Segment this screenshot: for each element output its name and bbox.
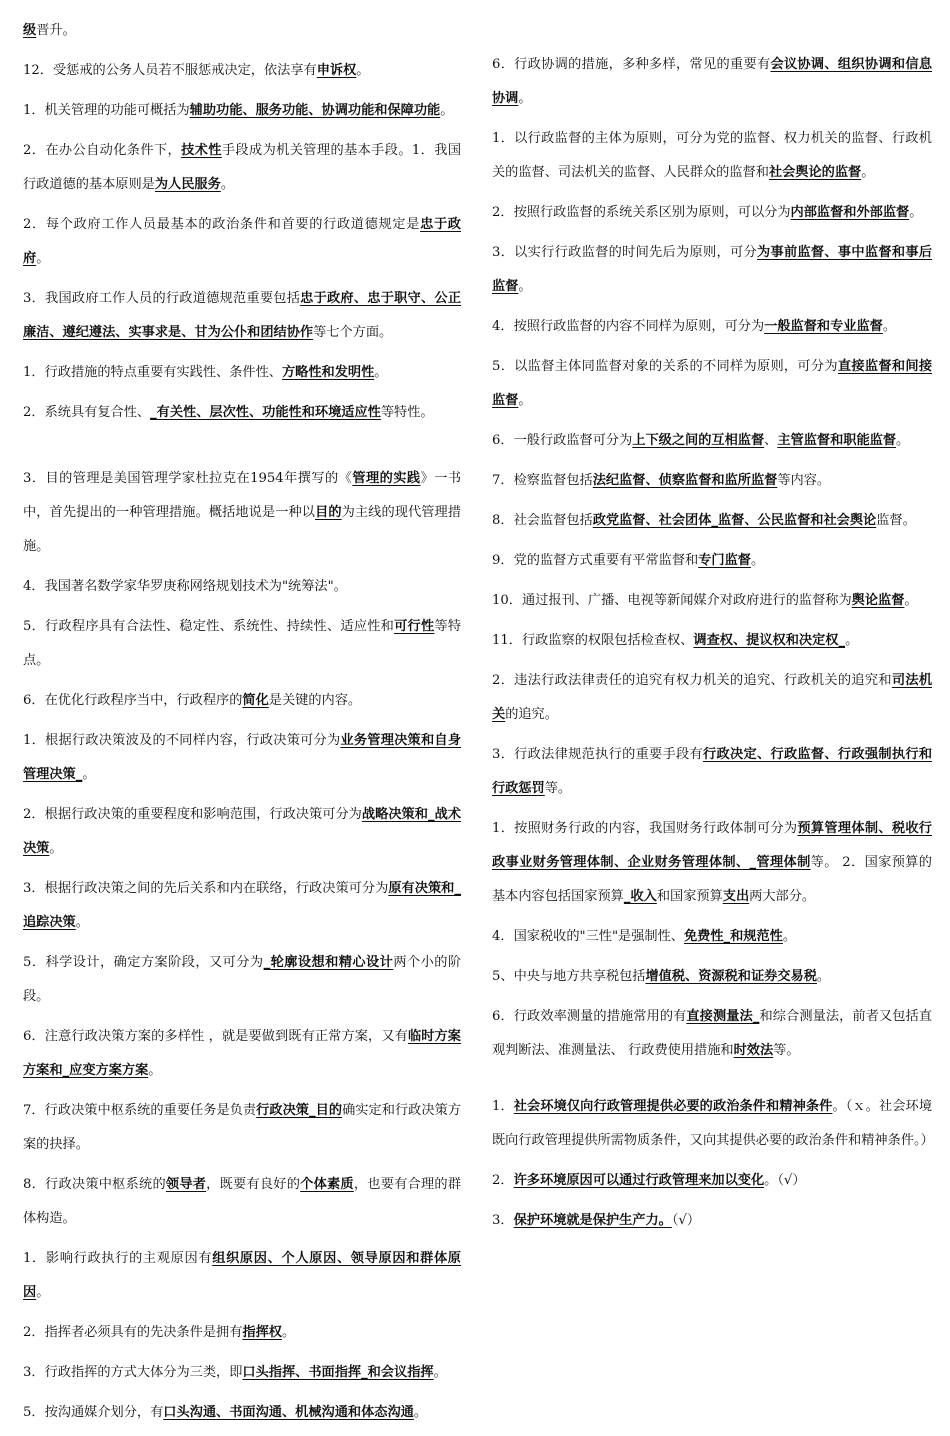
underlined-answer: 行政决定、行政监督、行政强制执行和行政惩罚 [492, 747, 933, 796]
underlined-answer: 社会舆论的监督 [768, 165, 862, 180]
text-run: 。 [882, 319, 897, 334]
paragraph [23, 134, 461, 202]
underlined-answer: 法纪监督、侦察监督和监所监督 [592, 473, 778, 488]
text-run: 3．行政指挥的方式大体分为三类，即 [23, 1365, 243, 1380]
text-run: 和国家预算 [656, 889, 723, 904]
text-run: 。 [82, 767, 96, 782]
underlined-answer: 口头指挥、书面指挥_和会议指挥 [242, 1365, 434, 1380]
paragraph [492, 310, 932, 344]
text-run: 。 [518, 91, 532, 106]
underlined-answer: 级 [23, 23, 37, 38]
paragraph [23, 94, 461, 128]
underlined-answer: 增值税、资源税和证券交易税 [645, 969, 817, 984]
paragraph [492, 1204, 932, 1238]
text-run: 。 [75, 915, 89, 930]
text-run: 等。 2．国家预算的基本内容包括国家预算 [492, 855, 932, 904]
underlined-answer: 调查权、提议权和决定权_ [693, 633, 846, 648]
underlined-answer: 简化 [242, 693, 269, 708]
paragraph [23, 1094, 461, 1162]
text-run: 5．按沟通媒介划分，有 [23, 1405, 164, 1420]
paragraph [23, 798, 461, 866]
text-run: 6．一般行政监督可分为 [492, 433, 633, 448]
paragraph [492, 738, 932, 806]
underlined-answer: 免费性_和规范性 [683, 929, 783, 944]
text-run: 2．系统具有复合性、 [23, 405, 151, 420]
text-run: 。（ｘ。社会环境既向行政管理提供所需物质条件，又向其提供必要的政治条件和精神条件。） [492, 1099, 934, 1148]
underlined-answer: 司法机关 [492, 673, 933, 722]
underlined-answer: _轮廓设想和精心设计 [263, 955, 394, 970]
text-run: 3． [492, 1213, 514, 1228]
underlined-answer: 行政决策_目的 [256, 1103, 343, 1118]
paragraph [23, 570, 461, 604]
paragraph [23, 462, 461, 564]
underlined-answer: 忠于政府、忠于职守、公正廉洁、遵纪遵法、实事求是、甘为公仆和团结协作 [23, 291, 462, 340]
paragraph [23, 282, 461, 350]
paragraph [23, 1396, 461, 1430]
text-run: 6．行政效率测量的措施常用的有 [492, 1009, 687, 1024]
underlined-answer: 领导者 [165, 1177, 207, 1192]
text-run: 。 [49, 841, 63, 856]
text-run: 。（√） [764, 1173, 806, 1188]
text-run: 5．以监督主体同监督对象的关系的不同样为原则，可分为 [492, 359, 838, 374]
paragraph [23, 684, 461, 718]
paragraph [23, 1316, 461, 1350]
paragraph [23, 724, 461, 792]
text-run: 1．按照财务行政的内容，我国财务行政体制可分为 [492, 821, 798, 836]
underlined-answer: 战略决策和_战术决策 [23, 807, 462, 856]
paragraph [23, 1020, 461, 1088]
text-run: 5．科学设计，确定方案阶段，又可分为 [23, 955, 264, 970]
text-run: 2．按照行政监督的系统关系区别为原则，可以分为 [492, 205, 791, 220]
underlined-answer: 上下级之间的互相监督 [632, 433, 765, 448]
text-run: 、 [764, 433, 778, 448]
underlined-answer: 政党监督、社会团体_监督、公民监督和社会舆论 [592, 513, 877, 528]
text-run: 。 [904, 593, 918, 608]
underlined-answer: 原有决策和_追踪决策 [23, 881, 461, 930]
paragraph [492, 624, 932, 658]
underlined-answer: _收入 [623, 889, 657, 904]
left-column [23, 14, 461, 1436]
text-run: 手段成为机关管理的基本手段。1．我国行政道德的基本原则是 [23, 143, 462, 192]
text-run: 2． [492, 1173, 514, 1188]
text-run: 4．国家税收的"三性"是强制性、 [492, 929, 684, 944]
text-run: 。 [220, 177, 234, 192]
underlined-answer: 个体素质 [300, 1177, 354, 1192]
underlined-answer: 直接测量法_ [686, 1009, 760, 1024]
underlined-answer: 会议协调、组织协调和信息协调 [492, 57, 933, 106]
underlined-answer: 主管监督和职能监督 [777, 433, 897, 448]
underlined-answer: 业务管理决策和自身管理决策_ [23, 733, 462, 782]
paragraph [23, 54, 461, 88]
text-run: ，既要有良好的 [206, 1177, 301, 1192]
text-run: 两大部分。 [749, 889, 816, 904]
text-run: 等。 [773, 1043, 800, 1058]
underlined-answer: 时效法 [733, 1043, 774, 1058]
text-run: 。 [281, 1325, 296, 1340]
text-run: 。 [356, 63, 370, 78]
underlined-answer: 一般监督和专业监督 [764, 319, 883, 334]
underlined-answer: 指挥权 [242, 1325, 282, 1340]
text-run: 》一书中，首先提出的一种管理措施。概括地说是一种以 [23, 471, 462, 520]
text-run: 为主线的现代管理措施。 [23, 505, 462, 554]
paragraph [492, 584, 932, 618]
paragraph [492, 1090, 932, 1158]
paragraph [492, 504, 932, 538]
text-run: 。 [518, 279, 532, 294]
paragraph [23, 396, 461, 430]
underlined-answer: 为事前监督、事中监督和事后监督 [492, 245, 933, 294]
text-run: 7．行政决策中枢系统的重要任务是负责 [23, 1103, 257, 1118]
paragraph [492, 424, 932, 458]
underlined-answer: 目的 [315, 505, 342, 520]
text-run: 3．目的管理是美国管理学家杜拉克在1954年撰写的《 [23, 471, 353, 486]
text-run: 确实定和行政决策方案的抉择。 [23, 1103, 462, 1152]
text-run: 3．行政法律规范执行的重要手段有 [492, 747, 704, 762]
underlined-answer: 可行性 [394, 619, 435, 634]
text-run: 8．行政决策中枢系统的 [23, 1177, 166, 1192]
underlined-answer: 管理的实践 [352, 471, 421, 486]
underlined-answer: 临时方案方案和_应变方案方案 [23, 1029, 461, 1078]
text-run: 1． [492, 1099, 514, 1114]
text-run: 12．受惩戒的公务人员若不服惩戒决定，依法享有 [23, 63, 317, 78]
text-run: 等特点。 [23, 619, 462, 668]
paragraph [492, 812, 932, 914]
text-run: 2．指挥者必须具有的先决条件是拥有 [23, 1325, 243, 1340]
paragraph-spacer [492, 1074, 932, 1090]
underlined-answer: 支出 [722, 889, 750, 904]
text-run: 3．我国政府工作人员的行政道德规范重要包括 [23, 291, 301, 306]
text-run: 。 [36, 251, 50, 266]
paragraph [23, 1356, 461, 1390]
paragraph [492, 664, 932, 732]
text-run: 。 [845, 633, 859, 648]
paragraph [492, 920, 932, 954]
text-run: 11．行政监察的权限包括检查权、 [492, 633, 694, 648]
underlined-answer: 许多环境原因可以通过行政管理来加以变化 [513, 1173, 765, 1188]
underlined-answer: 直接监督和间接监督 [492, 359, 933, 408]
paragraph [23, 946, 461, 1014]
underlined-answer: 申诉权 [316, 63, 357, 78]
underlined-answer: 社会环境仅向行政管理提供必要的政治条件和精神条件 [513, 1099, 833, 1114]
text-run: ，也要有合理的群体构造。 [23, 1177, 462, 1226]
text-run: 等七个方面。 [313, 325, 393, 340]
text-run: 等内容。 [777, 473, 831, 488]
text-run: 两个小的阶段。 [23, 955, 462, 1004]
text-run: 6．行政协调的措施，多种多样，常见的重要有 [492, 57, 771, 72]
text-run: 。 [433, 1365, 447, 1380]
text-run: 4．按照行政监督的内容不同样为原则，可分为 [492, 319, 765, 334]
paragraph [23, 14, 461, 48]
paragraph [23, 208, 461, 276]
paragraph [492, 544, 932, 578]
underlined-answer: 内部监督和外部监督 [790, 205, 910, 220]
underlined-answer: 预算管理体制、税收行政事业财务管理体制、企业财务管理体制、_管理体制 [492, 821, 932, 870]
text-run: 7．检察监督包括 [492, 473, 593, 488]
underlined-answer: 组织原因、个人原因、领导原因和群体原因 [23, 1251, 461, 1300]
underlined-answer: _有关性、层次性、功能性和环境适应性 [150, 405, 381, 420]
underlined-answer: 为人民服务 [154, 177, 221, 192]
paragraph [23, 356, 461, 390]
text-run: 2．违法行政法律责任的追究有权力机关的追究、行政机关的追究和 [492, 673, 892, 688]
text-run: 。 [36, 1285, 50, 1300]
text-run: 3．根据行政决策之间的先后关系和内在联络，行政决策可分为 [23, 881, 389, 896]
paragraph [23, 1242, 461, 1310]
underlined-answer: 舆论监督 [851, 593, 905, 608]
underlined-answer: 保护环境就是保护生产力。 [513, 1213, 672, 1228]
underlined-answer: 专门监督 [698, 553, 751, 568]
paragraph [23, 872, 461, 940]
right-column [492, 48, 932, 1244]
text-run: 。 [440, 103, 454, 118]
paragraph-spacer [23, 436, 461, 462]
text-run: 8．社会监督包括 [492, 513, 593, 528]
text-run: 2．每个政府工作人员最基本的政治条件和首要的行政道德规定是 [23, 217, 421, 232]
underlined-answer: 辅助功能、服务功能、协调功能和保障功能 [189, 103, 441, 118]
text-run: 。 [816, 969, 831, 984]
paragraph [23, 610, 461, 678]
paragraph [492, 196, 932, 230]
text-run: 2．在办公自动化条件下， [23, 143, 182, 158]
text-run: 5、中央与地方共享税包括 [492, 969, 646, 984]
paragraph [23, 1168, 461, 1236]
paragraph [492, 1000, 932, 1068]
text-run: 。 [750, 553, 765, 568]
text-run: 是关键的内容。 [268, 693, 362, 708]
text-run: 。 [374, 365, 388, 380]
text-run: 4．我国著名数学家华罗庚称网络规划技术为"统筹法"。 [23, 579, 347, 594]
text-run: 。 [782, 929, 797, 944]
text-run: 10．通过报刊、广播、电视等新闻媒介对政府进行的监督称为 [492, 593, 852, 608]
text-run: 3．以实行行政监督的时间先后为原则，可分 [492, 245, 757, 260]
text-run: （√） [671, 1213, 701, 1228]
text-run: 。 [413, 1405, 428, 1420]
text-run: 的追究。 [505, 707, 558, 722]
text-run: 。 [148, 1063, 162, 1078]
text-run: 等特性。 [380, 405, 434, 420]
text-run: 监督。 [876, 513, 916, 528]
text-run: 6．注意行政决策方案的多样性 ，就是要做到既有正常方案，又有 [23, 1029, 408, 1044]
text-run: 2．根据行政决策的重要程度和影响范围，行政决策可分为 [23, 807, 362, 822]
paragraph [492, 464, 932, 498]
text-run: 1．根据行政决策波及的不同样内容，行政决策可分为 [23, 733, 341, 748]
text-run: 5．行政程序具有合法性、稳定性、系统性、持续性、适应性和 [23, 619, 395, 634]
text-run: 。 [518, 393, 532, 408]
text-run: 等。 [544, 781, 572, 796]
text-run: 晋升。 [36, 23, 76, 38]
text-run: 1．以行政监督的主体为原则，可分为党的监督、权力机关的监督、行政机关的监督、司法机关的监督、人民群众的监督和 [492, 131, 932, 180]
paragraph [492, 350, 932, 418]
paragraph [492, 1164, 932, 1198]
text-run: 。 [861, 165, 875, 180]
underlined-answer: 技术性 [181, 143, 222, 158]
text-run: 。 [909, 205, 923, 220]
text-run: 9．党的监督方式重要有平常监督和 [492, 553, 699, 568]
underlined-answer: 口头沟通、书面沟通、机械沟通和体态沟通 [163, 1405, 414, 1420]
text-run: 。 [896, 433, 910, 448]
text-run: 1．影响行政执行的主观原因有 [23, 1251, 213, 1266]
text-run: 6．在优化行政程序当中，行政程序的 [23, 693, 243, 708]
text-run: 1．行政措施的特点重要有实践性、条件性、 [23, 365, 282, 380]
underlined-answer: 忠于政府 [23, 217, 461, 266]
text-run: 和综合测量法，前者又包括直观判断法、准测量法、 行政费使用措施和 [492, 1009, 933, 1058]
text-run: 1．机关管理的功能可概括为 [23, 103, 190, 118]
paragraph [492, 236, 932, 304]
paragraph [492, 960, 932, 994]
underlined-answer: 方略性和发明性 [281, 365, 375, 380]
paragraph [492, 122, 932, 190]
paragraph [492, 48, 932, 116]
